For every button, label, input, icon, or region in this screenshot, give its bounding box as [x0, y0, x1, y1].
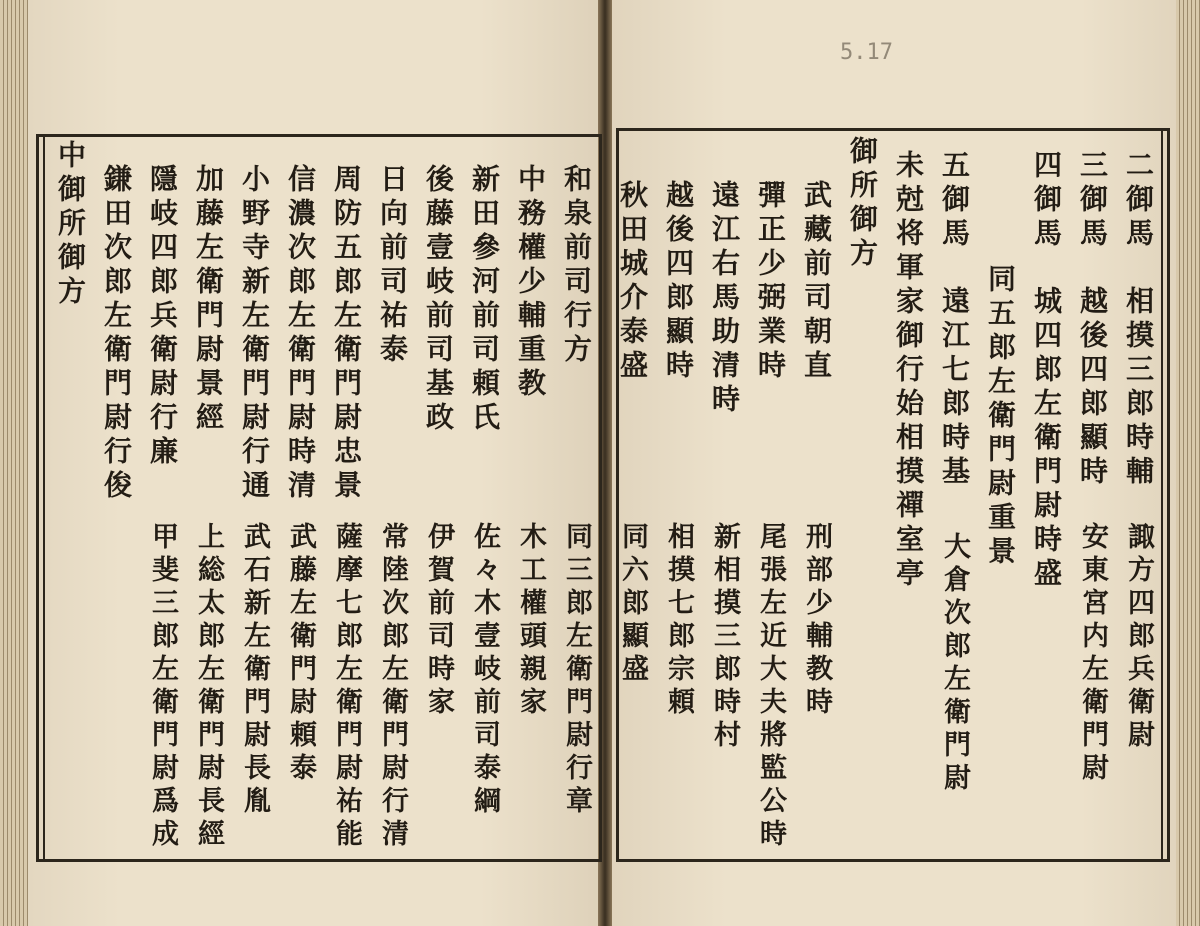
- left-col-2-top: 中務權少輔重教: [514, 164, 547, 402]
- left-col-1-bottom: 同三郎左衛門尉行章: [561, 522, 592, 819]
- right-col-7-top: 御所御方: [846, 136, 879, 272]
- left-col-4-top: 後藤壹岐前司基政: [422, 164, 455, 436]
- left-col-9-top: 加藤左衛門尉景經: [192, 164, 225, 436]
- right-col-11-top: 越後四郎顯時: [662, 180, 695, 384]
- left-col-6-top: 周防五郎左衛門尉忠景: [330, 164, 363, 504]
- page-edges-right: [1176, 0, 1200, 926]
- left-col-3-top: 新田參河前司頼氏: [468, 164, 501, 436]
- right-col-11-bottom: 相摸七郎宗頼: [663, 522, 694, 720]
- left-col-8-bottom: 武石新左衛門尉長胤: [239, 522, 270, 819]
- left-col-12-top: 中御所御方: [54, 140, 87, 310]
- left-col-10-top: 隱岐四郎兵衛尉行廉: [146, 164, 179, 470]
- right-col-12-bottom: 同六郎顯盛: [617, 522, 648, 687]
- right-col-8-top: 武藏前司朝直: [800, 180, 833, 384]
- right-col-3-top: 四御馬 城四郎左衛門尉時盛: [1030, 150, 1063, 592]
- left-col-9-bottom: 上総太郎左衛門尉長經: [193, 522, 224, 852]
- left-col-7-top: 信濃次郎左衛門尉時清: [284, 164, 317, 504]
- right-col-10-bottom: 新相摸三郎時村: [709, 522, 740, 753]
- right-col-10-top: 遠江右馬助清時: [708, 180, 741, 418]
- left-col-11-top: 鎌田次郎左衛門尉行俊: [100, 164, 133, 504]
- left-col-2-bottom: 木工權頭親家: [515, 522, 546, 720]
- right-col-9-top: 彈正少弼業時: [754, 180, 787, 384]
- left-col-3-bottom: 佐々木壹岐前司泰綱: [469, 522, 500, 819]
- right-col-5-bottom: 大倉次郎左衛門尉: [939, 532, 970, 796]
- right-frame-inner-rule: [1161, 131, 1163, 859]
- left-col-4-bottom: 伊賀前司時家: [423, 522, 454, 720]
- left-col-5-top: 日向前司祐泰: [376, 164, 409, 368]
- left-col-8-top: 小野寺新左衛門尉行通: [238, 164, 271, 504]
- right-col-9-bottom: 尾張左近大夫將監公時: [755, 522, 786, 852]
- right-col-1-top: 二御馬 相摸三郎時輔: [1122, 150, 1155, 490]
- right-col-2-top: 三御馬 越後四郎顯時: [1076, 150, 1109, 490]
- right-col-5-top: 五御馬 遠江七郎時基: [938, 150, 971, 490]
- left-col-7-bottom: 武藤左衛門尉頼泰: [285, 522, 316, 786]
- right-col-4-top: 同五郎左衛門尉重景: [984, 196, 1017, 570]
- left-col-10-bottom: 甲斐三郎左衛門尉爲成: [147, 522, 178, 852]
- right-col-8-bottom: 刑部少輔教時: [801, 522, 832, 720]
- left-col-5-bottom: 常陸次郎左衛門尉行清: [377, 522, 408, 852]
- right-col-1-bottom: 諏方四郎兵衛尉: [1123, 522, 1154, 753]
- right-col-12-top: 秋田城介泰盛: [616, 180, 649, 384]
- left-col-6-bottom: 薩摩七郎左衛門尉祐能: [331, 522, 362, 852]
- right-col-6-top: 未尅将軍家御行始相摸禪室亭: [892, 150, 925, 592]
- right-col-2-bottom: 安東宮内左衛門尉: [1077, 522, 1108, 786]
- pencil-mark: 5.17: [840, 40, 893, 65]
- left-frame-inner-rule: [43, 137, 45, 859]
- page-edges-left: [0, 0, 28, 926]
- left-col-1-top: 和泉前司行方: [560, 164, 593, 368]
